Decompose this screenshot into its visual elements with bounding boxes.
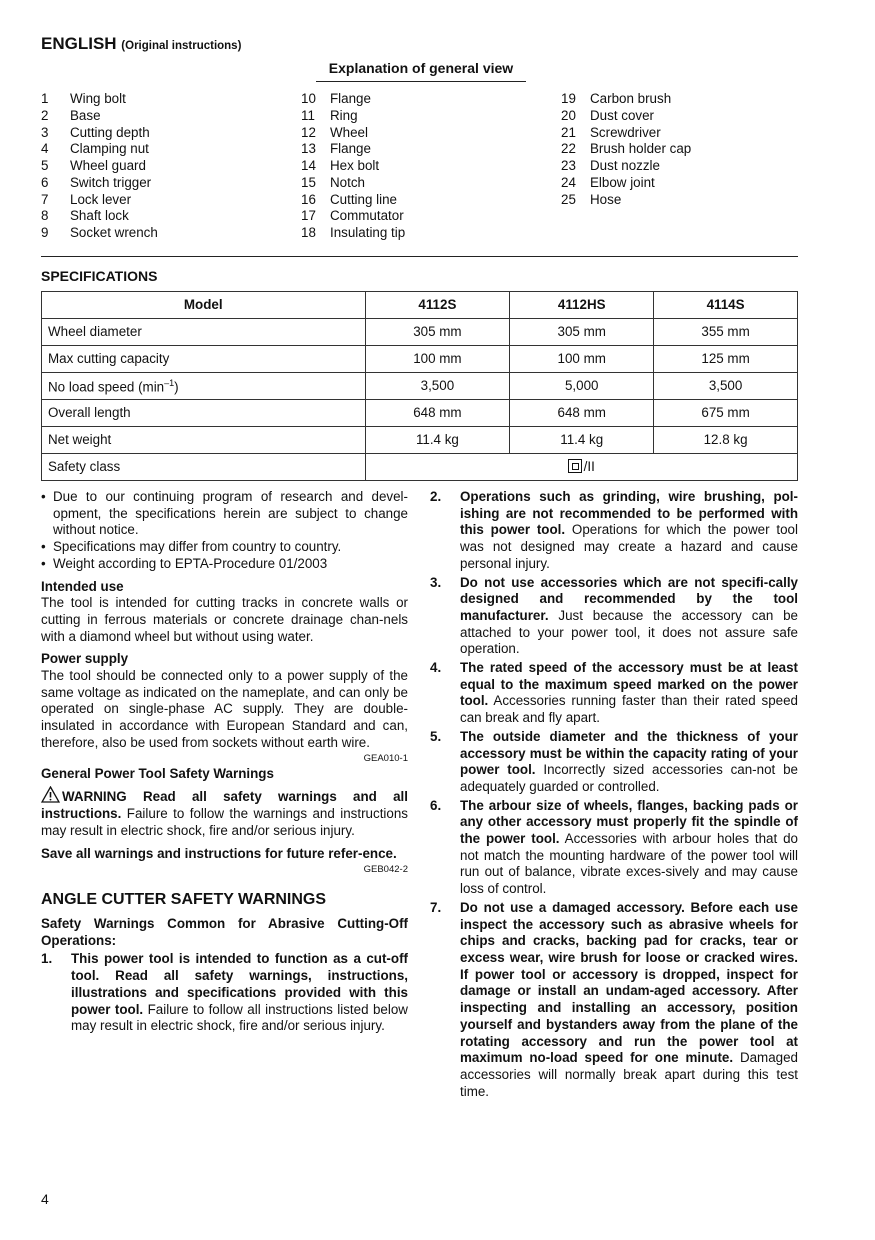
item-number: 3. [430, 574, 442, 590]
part-name: Insulating tip [330, 225, 406, 240]
row-label: Overall length [42, 400, 366, 427]
list-item: • Weight according to EPTA-Procedure 01/2003 [41, 556, 408, 573]
list-item [301, 141, 405, 158]
list-item [41, 158, 158, 175]
item-bold-text: Operations such as grinding, wire brushing, pol-ishing are not recommended to be performed with this power tool. [460, 489, 798, 538]
row-label-superscript: –1 [164, 378, 175, 389]
part-number: 11 [301, 107, 315, 123]
list-item [561, 91, 691, 108]
part-name: Wing bolt [70, 91, 126, 106]
list-item [301, 108, 405, 125]
part-name: Shaft lock [70, 208, 129, 224]
list-item [41, 208, 158, 225]
item-text: Just because the accessory can be attached to your power tool, it does not assure safe operation. [460, 607, 798, 657]
list-item [561, 125, 691, 142]
list-item [301, 91, 405, 108]
table-cell: 11.4 kg [510, 427, 654, 454]
double-insulation-icon [568, 459, 582, 473]
part-number: 6 [41, 174, 49, 190]
part-number: 18 [301, 225, 316, 240]
table-header: Model [42, 292, 366, 319]
list-item [561, 141, 691, 158]
table-header: 4114S [654, 292, 798, 319]
part-number: 9 [41, 225, 49, 240]
save-instructions-text: Save all warnings and instructions for future refer-ence. [41, 846, 397, 862]
list-item [301, 158, 405, 175]
item-bold-text: Do not use accessories which are not specifi-cally designed and recommended by the tool manufacturer. [460, 574, 798, 623]
right-text-column [430, 489, 798, 1100]
document-code: GEA010-1 [363, 752, 408, 764]
part-name: Flange [330, 91, 371, 106]
language-subtitle: (Original instructions) [121, 40, 242, 52]
part-name: Dust cover [590, 107, 654, 123]
table-cell: 305 mm [365, 319, 510, 346]
angle-cutter-heading: ANGLE CUTTER SAFETY WARNINGS [41, 891, 327, 909]
spec-notes [41, 489, 408, 573]
parts-list-column-3 [561, 91, 691, 208]
item-text: Failure to follow all instructions listed below may result in electric shock, fire and/or serious injury. [71, 1001, 408, 1034]
table-cell: 305 mm [510, 319, 654, 346]
part-number: 22 [561, 141, 576, 157]
list-item [41, 225, 158, 242]
table-row [42, 427, 798, 454]
list-item [561, 192, 691, 209]
part-name: Wheel guard [70, 158, 146, 173]
warning-triangle-icon [41, 786, 60, 803]
table-row [42, 346, 798, 373]
part-name: Cutting line [330, 191, 397, 207]
row-label-end: ) [174, 379, 179, 395]
part-number: 21 [561, 124, 576, 140]
part-name: Socket wrench [70, 225, 158, 240]
page-number: 4 [41, 1191, 49, 1207]
part-number: 14 [301, 158, 316, 173]
part-number: 20 [561, 107, 576, 123]
language-label: ENGLISH [41, 34, 117, 53]
part-number: 4 [41, 141, 49, 157]
general-warnings-heading: General Power Tool Safety Warnings [41, 765, 274, 781]
row-label [42, 373, 366, 400]
item-bold-text: This power tool is intended to function as a cut-off tool. Read all safety warnings, instructions, illustrations and specifications provided with this power tool. [71, 951, 408, 1017]
item-number: 2. [430, 489, 442, 504]
table-cell: 648 mm [365, 400, 510, 427]
item-number: 4. [430, 660, 442, 676]
item-text: Damaged accessories will normally break apart during this test time. [460, 1050, 798, 1099]
part-name: Elbow joint [590, 174, 655, 190]
table-cell: 100 mm [510, 346, 654, 373]
warning-item [41, 951, 408, 1035]
warning-item [430, 489, 798, 573]
safety-class-cell [365, 454, 798, 481]
specifications-title: SPECIFICATIONS [41, 268, 158, 284]
part-number: 16 [301, 191, 316, 207]
document-code: GEB042-2 [363, 864, 408, 876]
part-name: Ring [330, 107, 358, 123]
table-cell: 648 mm [510, 400, 654, 427]
power-supply-text: The tool should be connected only to a power supply of the same voltage as indicated on the nameplate, and can only be operated on single-phase AC supply. They are double-insulated in accordance with European Standard and can, therefore, also be used from sockets without earth wire. [41, 668, 408, 750]
part-name: Clamping nut [70, 141, 149, 157]
list-item [41, 141, 158, 158]
part-name: Hex bolt [330, 158, 380, 173]
warning-item [430, 729, 798, 796]
table-cell: 11.4 kg [365, 427, 510, 454]
part-number: 19 [561, 91, 576, 106]
part-name: Switch trigger [70, 174, 152, 190]
part-number: 15 [301, 174, 316, 190]
part-number: 10 [301, 91, 316, 106]
list-item [41, 91, 158, 108]
parts-list-column-1 [41, 91, 158, 242]
item-bold-text: The arbour size of wheels, flanges, backing pads or any other accessory must properly fit the spindle of the power tool. [460, 797, 798, 847]
part-name: Commutator [330, 208, 404, 224]
warning-paragraph [41, 786, 408, 839]
part-number: 17 [301, 208, 316, 224]
item-text: Accessories with arbour holes that do not match the mounting hardware of the power tool will run out of balance, vibrate exces-sively and may cause loss of control. [460, 831, 798, 897]
part-name: Hose [590, 191, 622, 207]
left-text-column [41, 489, 408, 1035]
row-label: Net weight [42, 427, 366, 454]
list-item [301, 175, 405, 192]
warning-item [430, 660, 798, 727]
part-name: Carbon brush [590, 91, 672, 106]
item-text: Accessories running faster than their rated speed can break and fly apart. [460, 693, 798, 726]
table-header-row [42, 292, 798, 319]
part-number: 8 [41, 208, 49, 224]
explanation-title: Explanation of general view [316, 60, 526, 82]
table-row [42, 400, 798, 427]
table-cell: 675 mm [654, 400, 798, 427]
list-item [41, 108, 158, 125]
table-header: 4112S [365, 292, 510, 319]
table-row [42, 454, 798, 481]
table-cell: 100 mm [365, 346, 510, 373]
part-name: Brush holder cap [590, 141, 692, 157]
part-number: 1 [41, 91, 49, 106]
warning-item [430, 798, 798, 898]
warning-bold-text: WARNING Read all safety warnings and all instructions. [41, 789, 408, 821]
list-item [301, 208, 405, 225]
table-header: 4112HS [510, 292, 654, 319]
item-number: 1. [41, 951, 53, 967]
part-number: 25 [561, 191, 576, 207]
part-number: 23 [561, 158, 576, 173]
item-number: 5. [430, 728, 442, 744]
parts-list-column-2 [301, 91, 405, 242]
list-item [41, 192, 158, 209]
specifications-table [41, 291, 798, 481]
list-item: • Due to our continuing program of research and devel-opment, the specifications herein are subject to change without notice. [41, 489, 408, 539]
part-number: 24 [561, 174, 576, 190]
intended-use-text: The tool is intended for cutting tracks in concrete walls or cutting in ferrous materials or concrete drainage chan-nels with a diamond wheel but without using water. [41, 595, 408, 644]
table-row [42, 373, 798, 400]
item-bold-text: The outside diameter and the thickness of your accessory must be within the capacity rating of your power tool. [460, 728, 798, 778]
list-item [561, 108, 691, 125]
row-label: Safety class [42, 454, 366, 481]
part-name: Notch [330, 174, 365, 190]
row-label: Wheel diameter [42, 319, 366, 346]
list-item [41, 175, 158, 192]
part-name: Flange [330, 141, 371, 157]
part-name: Wheel [330, 124, 368, 140]
part-name: Lock lever [70, 191, 132, 207]
row-label-main: No load speed (min [48, 379, 165, 395]
table-cell: 3,500 [365, 373, 510, 400]
part-number: 13 [301, 141, 316, 157]
part-number: 7 [41, 191, 49, 207]
list-item [301, 125, 405, 142]
item-number: 6. [430, 797, 442, 813]
divider-line [41, 256, 798, 257]
list-item: • Specifications may differ from country to country. [41, 539, 408, 556]
part-number: 12 [301, 124, 316, 140]
item-number: 7. [430, 899, 442, 915]
part-name: Base [70, 107, 101, 123]
warning-text: Failure to follow the warnings and instructions may result in electric shock, fire and/or serious injury. [41, 805, 408, 838]
common-warnings-heading: Safety Warnings Common for Abrasive Cutting-Off Operations: [41, 916, 408, 948]
power-supply-heading: Power supply [41, 651, 129, 667]
table-cell: 3,500 [654, 373, 798, 400]
list-item [41, 125, 158, 142]
part-name: Cutting depth [70, 124, 150, 140]
part-name: Dust nozzle [590, 158, 660, 173]
part-name: Screwdriver [590, 124, 661, 140]
table-cell: 355 mm [654, 319, 798, 346]
table-cell: 125 mm [654, 346, 798, 373]
table-cell: 5,000 [510, 373, 654, 400]
row-label: Max cutting capacity [42, 346, 366, 373]
list-item [301, 225, 405, 242]
part-number: 2 [41, 107, 49, 123]
table-cell: 12.8 kg [654, 427, 798, 454]
language-heading [41, 36, 241, 55]
item-bold-text: The rated speed of the accessory must be at least equal to the maximum speed marked on the power tool. [460, 660, 798, 709]
item-text: Incorrectly sized accessories can-not be adequately guarded or controlled. [460, 762, 798, 794]
part-number: 5 [41, 158, 49, 173]
intended-use-heading: Intended use [41, 578, 124, 594]
part-number: 3 [41, 124, 49, 140]
table-row [42, 319, 798, 346]
list-item [561, 175, 691, 192]
item-text: Operations for which the power tool was not designed may create a hazard and cause personal injury. [460, 522, 798, 571]
item-bold-text: Do not use a damaged accessory. Before each use inspect the accessory such as abrasive wheels for chips and cracks, backing pad for cracks, tear or excess wear, wire brush for loose or cracked wires. If power tool or accessory is dropped, inspect for damage or install an undam-aged accessory. After inspecting and installing an accessory, position yourself and bystanders away from the plane of the rotating accessory and run the power tool at maximum no-load speed for one minute. [460, 899, 798, 1066]
safety-class-value: /II [583, 458, 595, 474]
list-item [301, 192, 405, 209]
list-item [561, 158, 691, 175]
warning-item [430, 575, 798, 659]
warning-item [430, 900, 798, 1100]
